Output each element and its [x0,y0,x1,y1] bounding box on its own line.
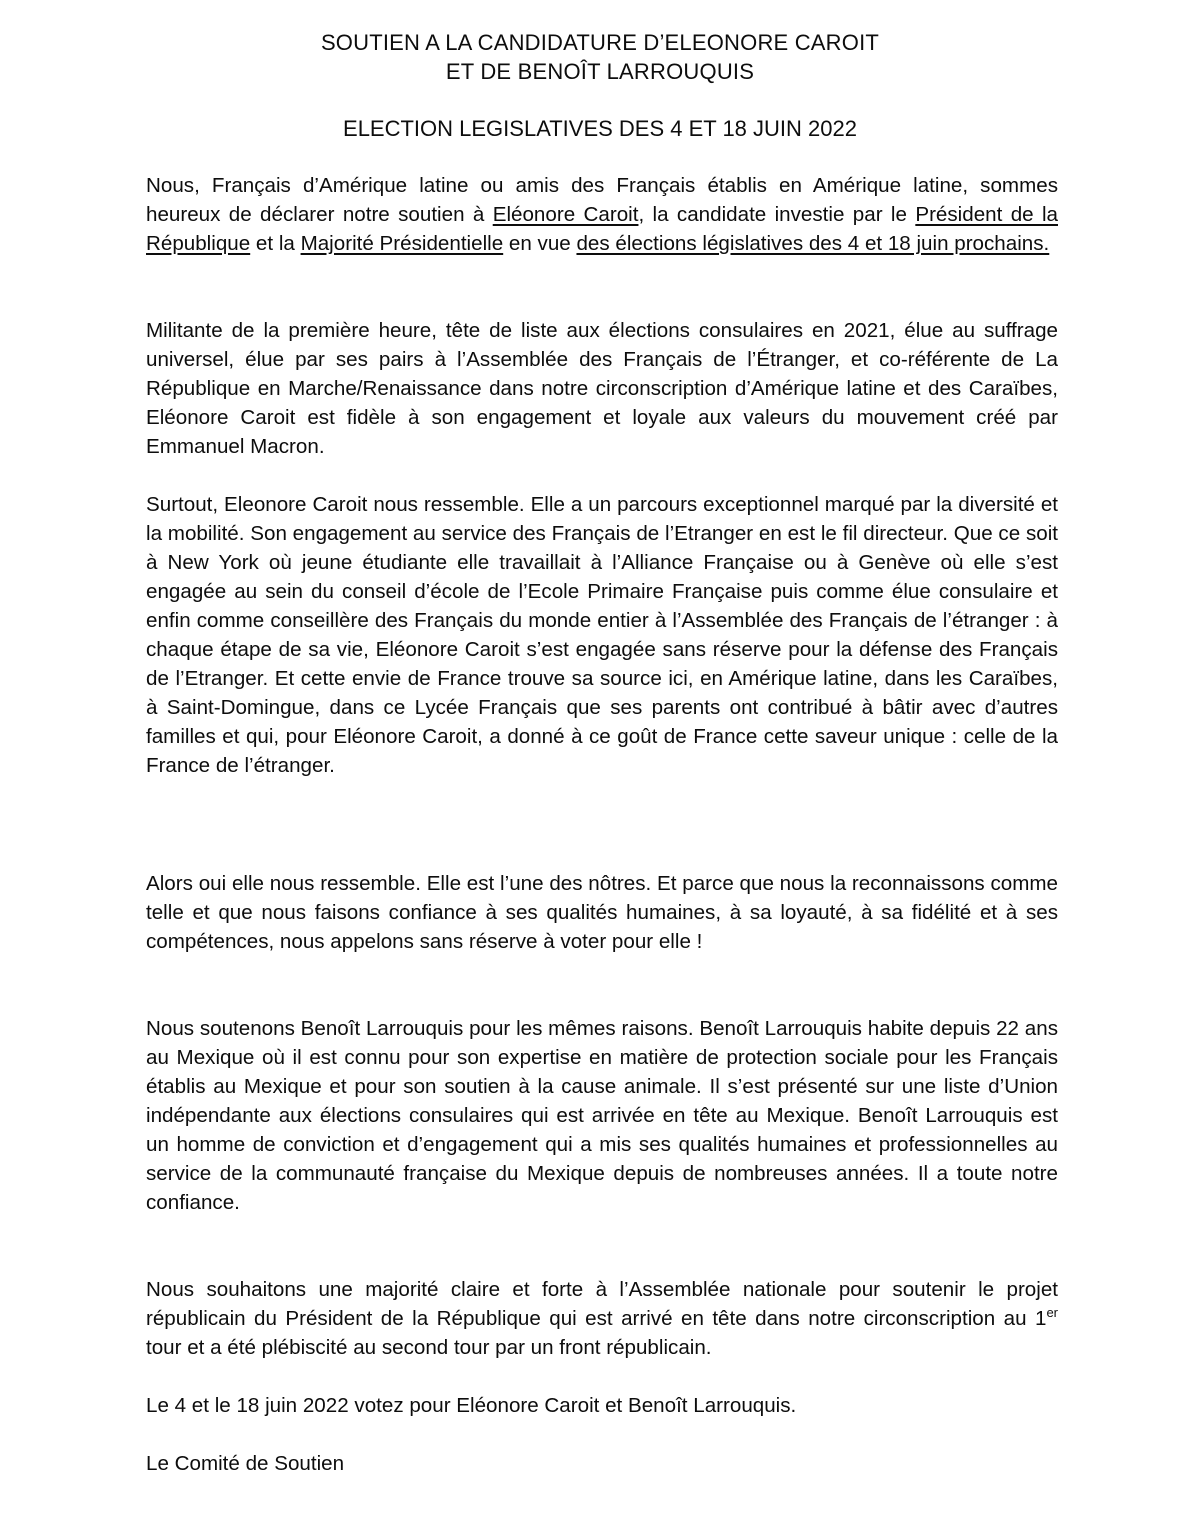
intro-text-2: , la candidate investie par le [638,203,916,226]
paragraph-parcours [146,490,1058,780]
majorite-text-2: tour et a été plébiscité au second tour par un front républicain. [146,1336,712,1359]
document-title [0,28,1200,86]
underlined-president: Président de la République [146,203,1058,255]
paragraph-parcours-text: Surtout, Eleonore Caroit nous ressemble. Elle a un parcours exceptionnel marqué par la diversité et la mobilité. Son engagement au service des Français de l’Etranger en est le fil directeur. Que ce soit à New York où jeune étudiante elle travaillait à l’Alliance Française ou à Genève où elle s’est engagée au sein du conseil d’école de l’Ecole Primaire Française puis comme élue consulaire et enfin comme conseillère des Français du monde entier à l’Assemblée des Français de l’étranger : à chaque étape de sa vie, Eléonore Caroit s’est engagée sans réserve pour la défense des Français de l’Etranger. Et cette envie de France trouve sa source ici, en Amérique latine, dans les Caraïbes, à Saint-Domingue, dans ce Lycée Français que ses parents ont contribué à bâtir avec d’autres familles et qui, pour Eléonore Caroit, a donné à ce goût de France cette saveur unique : celle de la France de l’étranger. [146,493,1058,777]
ordinal-superscript: er [1046,1305,1058,1321]
paragraph-majorite [146,1275,1058,1362]
signature-text: Le Comité de Soutien [146,1452,345,1475]
paragraph-ressemble [146,869,1058,956]
underlined-candidate-name: Eléonore Caroit [492,203,639,226]
paragraph-larrouquis-text: Nous soutenons Benoît Larrouquis pour les mêmes raisons. Benoît Larrouquis habite depuis 22 ans au Mexique où il est connu pour son expertise en matière de protection sociale pour les Français établis au Mexique et pour son soutien à la cause animale. Il s’est présenté sur une liste d’Union indépendante aux élections consulaires qui est arrivée en tête au Mexique. Benoît Larrouquis est un homme de conviction et d’engagement qui a mis ses qualités humaines et professionnelles au service de la communauté française du Mexique depuis de nombreuses années. Il a toute notre confiance. [146,1017,1058,1214]
paragraph-vote-call-text: Le 4 et le 18 juin 2022 votez pour Eléonore Caroit et Benoît Larrouquis. [146,1394,797,1417]
intro-text-4: en vue [503,232,577,255]
paragraph-vote-call [146,1391,1058,1420]
paragraph-militante-text: Militante de la première heure, tête de liste aux élections consulaires en 2021, élue au suffrage universel, élue par ses pairs à l’Assemblée des Français de l’Étranger, et co-référente de La République en Marche/Renaissance dans notre circonscription d’Amérique latine et des Caraïbes, Eléonore Caroit est fidèle à son engagement et loyale aux valeurs du mouvement créé par Emmanuel Macron. [146,319,1058,458]
underlined-majority: Majorité Présidentielle [300,232,504,255]
intro-text-1: Nous, Français d’Amérique latine ou amis des Français établis en Amérique latine, sommes heureux de déclarer notre soutien à [146,174,1058,226]
paragraph-militante [146,316,1058,461]
underlined-elections: des élections législatives des 4 et 18 juin prochains. [576,232,1050,255]
paragraph-ressemble-text: Alors oui elle nous ressemble. Elle est l’une des nôtres. Et parce que nous la reconnaissons comme telle et que nous faisons confiance à ses qualités humaines, à sa loyauté, à sa fidélité et à ses compétences, nous appelons sans réserve à voter pour elle ! [146,872,1058,953]
title-line-2: ET DE BENOÎT LARROUQUIS [445,59,755,84]
intro-text-3: et la [250,232,301,255]
majorite-text-1: Nous souhaitons une majorité claire et forte à l’Assemblée nationale pour soutenir le projet républicain du Président de la République qui est arrivé en tête dans notre circonscription au 1 [146,1278,1058,1330]
document-subtitle: ELECTION LEGISLATIVES DES 4 ET 18 JUIN 2022 [343,116,857,141]
paragraph-larrouquis [146,1014,1058,1217]
title-line-1: SOUTIEN A LA CANDIDATURE D’ELEONORE CAROIT [320,30,880,55]
paragraph-intro [146,171,1058,258]
signature [146,1449,1058,1478]
